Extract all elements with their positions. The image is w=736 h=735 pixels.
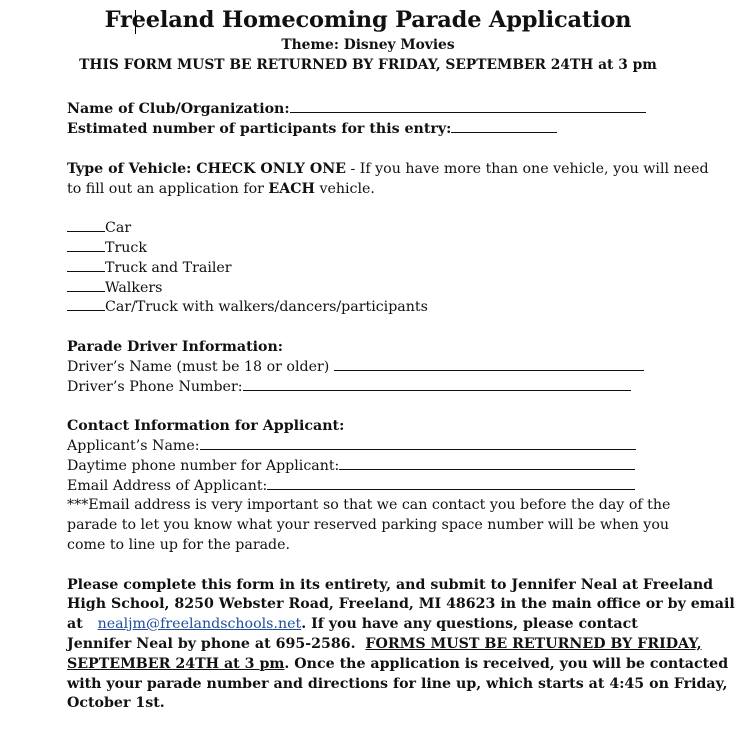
driver-name-blank[interactable] xyxy=(334,357,644,371)
vehicle-option-car[interactable] xyxy=(67,218,131,238)
applicant-name-label: Applicant’s Name: xyxy=(67,438,200,454)
instructions-phone: Jennifer Neal by phone at 695-2586. xyxy=(67,636,366,652)
instructions-line-1: Please complete this form in its entirety, and submit to Jennifer Neal at Freeland xyxy=(67,577,714,593)
vehicle-option-label: Truck xyxy=(105,240,147,256)
vehicle-option-label: Car xyxy=(105,220,132,236)
driver-name-label: Driver’s Name (must be 18 or older) xyxy=(67,359,334,375)
vehicle-option-label: Truck and Trailer xyxy=(105,260,232,276)
vehicle-note-end: vehicle. xyxy=(314,181,375,197)
email-note-2: parade to let you know what your reserved parking space number will be when you xyxy=(67,517,670,533)
theme-line: Theme: Disney Movies xyxy=(281,37,455,53)
checkbox-blank[interactable] xyxy=(67,278,105,292)
applicant-name-blank[interactable] xyxy=(200,436,636,450)
checkbox-blank[interactable] xyxy=(67,238,105,252)
participants-field[interactable] xyxy=(67,119,557,139)
vehicle-type-note: - If you have more than one vehicle, you will need xyxy=(345,161,709,177)
club-name-field[interactable] xyxy=(67,99,646,119)
email-note-3: come to line up for the parade. xyxy=(67,537,291,553)
instructions-deadline-part2: SEPTEMBER 24TH at 3 pm xyxy=(67,656,285,672)
email-note-1: ***Email address is very important so that we can contact you before the day of the xyxy=(67,497,671,513)
instructions-deadline-part1: FORMS MUST BE RETURNED BY FRIDAY, xyxy=(365,636,702,652)
driver-heading: Parade Driver Information: xyxy=(67,339,284,355)
club-name-blank[interactable] xyxy=(290,99,646,113)
applicant-email-field[interactable] xyxy=(67,476,635,496)
participants-label: Estimated number of participants for this entry: xyxy=(67,121,452,137)
instructions-line-7: October 1st. xyxy=(67,695,165,711)
instructions-line-6: with your parade number and directions for line up, which starts at 4:45 on Friday, xyxy=(67,676,728,692)
vehicle-type-line-2 xyxy=(67,179,375,199)
applicant-email-label: Email Address of Applicant: xyxy=(67,478,268,494)
applicant-phone-blank[interactable] xyxy=(339,456,635,470)
vehicle-note-text: to fill out an application for xyxy=(67,181,269,197)
driver-phone-label: Driver’s Phone Number: xyxy=(67,379,243,395)
applicant-name-field[interactable] xyxy=(67,436,636,456)
instructions-at: at xyxy=(67,616,98,632)
applicant-email-blank[interactable] xyxy=(267,476,635,490)
instructions-received: . Once the application is received, you will be contacted xyxy=(284,656,729,672)
vehicle-option-label: Car/Truck with walkers/dancers/participants xyxy=(105,299,428,315)
vehicle-option-car-truck-walkers[interactable] xyxy=(67,297,428,317)
vehicle-option-truck[interactable] xyxy=(67,238,147,258)
vehicle-note-each: EACH xyxy=(268,181,315,197)
deadline-line: THIS FORM MUST BE RETURNED BY FRIDAY, SEPTEMBER 24TH at 3 pm xyxy=(79,57,657,73)
instructions-line-2: High School, 8250 Webster Road, Freeland, MI 48623 in the main office or by email xyxy=(67,596,735,612)
email-link[interactable]: nealjm@freelandschools.net xyxy=(97,616,302,632)
contact-heading: Contact Information for Applicant: xyxy=(67,418,345,434)
vehicle-option-truck-trailer[interactable] xyxy=(67,258,232,278)
instructions-contact: . If you have any questions, please contact xyxy=(301,616,638,632)
instructions-line-3 xyxy=(67,614,638,634)
participants-blank[interactable] xyxy=(451,119,557,133)
driver-phone-blank[interactable] xyxy=(243,377,631,391)
driver-name-field[interactable] xyxy=(67,357,644,377)
applicant-phone-field[interactable] xyxy=(67,456,635,476)
vehicle-option-label: Walkers xyxy=(105,280,163,296)
applicant-phone-label: Daytime phone number for Applicant: xyxy=(67,458,340,474)
checkbox-blank[interactable] xyxy=(67,297,105,311)
vehicle-option-walkers[interactable] xyxy=(67,278,162,298)
instructions-line-4 xyxy=(67,634,702,654)
club-name-label: Name of Club/Organization: xyxy=(67,101,290,117)
checkbox-blank[interactable] xyxy=(67,218,105,232)
vehicle-type-line-1 xyxy=(67,159,709,179)
vehicle-type-label: Type of Vehicle: CHECK ONLY ONE xyxy=(67,161,346,177)
page-title: Freeland Homecoming Parade Application xyxy=(104,7,632,33)
instructions-line-5 xyxy=(67,654,728,674)
driver-phone-field[interactable] xyxy=(67,377,631,397)
checkbox-blank[interactable] xyxy=(67,258,105,272)
